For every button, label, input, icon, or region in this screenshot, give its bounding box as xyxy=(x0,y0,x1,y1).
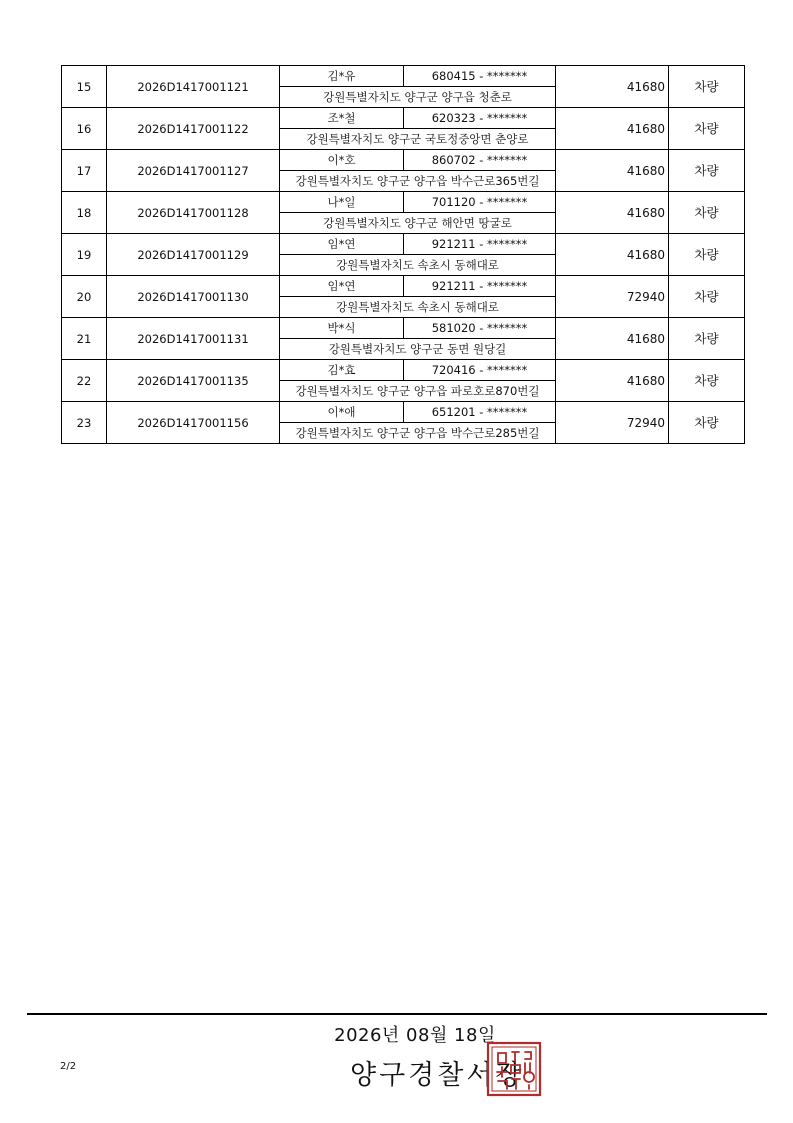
resident-number: 701120 - ******* xyxy=(404,192,556,213)
item-type: 차량 xyxy=(669,66,745,108)
address: 강원특별자치도 양구군 양구읍 박수근로365번길 xyxy=(280,171,556,192)
item-type: 차량 xyxy=(669,234,745,276)
resident-number: 921211 - ******* xyxy=(404,276,556,297)
person-name: 박*식 xyxy=(280,318,404,339)
item-type: 차량 xyxy=(669,192,745,234)
footer-divider xyxy=(27,1013,767,1015)
record-number: 22 xyxy=(62,360,107,402)
person-name: 임*연 xyxy=(280,276,404,297)
resident-number: 620323 - ******* xyxy=(404,108,556,129)
item-type: 차량 xyxy=(669,402,745,444)
record-row xyxy=(62,234,745,255)
amount: 41680 xyxy=(556,360,669,402)
address: 강원특별자치도 양구군 양구읍 청춘로 xyxy=(280,87,556,108)
amount: 41680 xyxy=(556,108,669,150)
item-type: 차량 xyxy=(669,276,745,318)
person-name: 이*애 xyxy=(280,402,404,423)
address: 강원특별자치도 속초시 동해대로 xyxy=(280,255,556,276)
record-number: 18 xyxy=(62,192,107,234)
item-type: 차량 xyxy=(669,108,745,150)
amount: 41680 xyxy=(556,234,669,276)
case-id: 2026D1417001129 xyxy=(107,234,280,276)
issue-date: 2026년 08월 18일 xyxy=(334,1025,496,1046)
official-seal-icon xyxy=(486,1041,542,1097)
record-number: 17 xyxy=(62,150,107,192)
case-id: 2026D1417001131 xyxy=(107,318,280,360)
case-id: 2026D1417001130 xyxy=(107,276,280,318)
record-row xyxy=(62,360,745,381)
resident-number: 680415 - ******* xyxy=(404,66,556,87)
records-table xyxy=(61,65,745,444)
record-number: 23 xyxy=(62,402,107,444)
records-body xyxy=(62,66,745,444)
address: 강원특별자치도 속초시 동해대로 xyxy=(280,297,556,318)
amount: 41680 xyxy=(556,318,669,360)
page-number: 2/2 xyxy=(60,1061,77,1072)
record-number: 16 xyxy=(62,108,107,150)
resident-number: 651201 - ******* xyxy=(404,402,556,423)
item-type: 차량 xyxy=(669,318,745,360)
record-number: 20 xyxy=(62,276,107,318)
person-name: 나*일 xyxy=(280,192,404,213)
record-row xyxy=(62,276,745,297)
person-name: 김*효 xyxy=(280,360,404,381)
address: 강원특별자치도 양구군 국토정중앙면 춘양로 xyxy=(280,129,556,150)
record-number: 19 xyxy=(62,234,107,276)
address: 강원특별자치도 양구군 동면 원당길 xyxy=(280,339,556,360)
amount: 72940 xyxy=(556,276,669,318)
item-type: 차량 xyxy=(669,150,745,192)
case-id: 2026D1417001122 xyxy=(107,108,280,150)
amount: 41680 xyxy=(556,150,669,192)
office-name: 양구경찰서장 xyxy=(350,1060,525,1091)
address: 강원특별자치도 양구군 양구읍 박수근로285번길 xyxy=(280,423,556,444)
resident-number: 860702 - ******* xyxy=(404,150,556,171)
resident-number: 921211 - ******* xyxy=(404,234,556,255)
resident-number: 720416 - ******* xyxy=(404,360,556,381)
record-number: 15 xyxy=(62,66,107,108)
person-name: 김*유 xyxy=(280,66,404,87)
case-id: 2026D1417001135 xyxy=(107,360,280,402)
record-row xyxy=(62,66,745,87)
record-row xyxy=(62,318,745,339)
record-number: 21 xyxy=(62,318,107,360)
person-name: 이*호 xyxy=(280,150,404,171)
person-name: 임*연 xyxy=(280,234,404,255)
case-id: 2026D1417001128 xyxy=(107,192,280,234)
amount: 72940 xyxy=(556,402,669,444)
amount: 41680 xyxy=(556,66,669,108)
person-name: 조*철 xyxy=(280,108,404,129)
item-type: 차량 xyxy=(669,360,745,402)
case-id: 2026D1417001156 xyxy=(107,402,280,444)
resident-number: 581020 - ******* xyxy=(404,318,556,339)
amount: 41680 xyxy=(556,192,669,234)
record-row xyxy=(62,192,745,213)
record-row xyxy=(62,150,745,171)
record-row xyxy=(62,108,745,129)
address: 강원특별자치도 양구군 양구읍 파로호로870번길 xyxy=(280,381,556,402)
case-id: 2026D1417001121 xyxy=(107,66,280,108)
case-id: 2026D1417001127 xyxy=(107,150,280,192)
record-row xyxy=(62,402,745,423)
address: 강원특별자치도 양구군 해안면 땅굴로 xyxy=(280,213,556,234)
